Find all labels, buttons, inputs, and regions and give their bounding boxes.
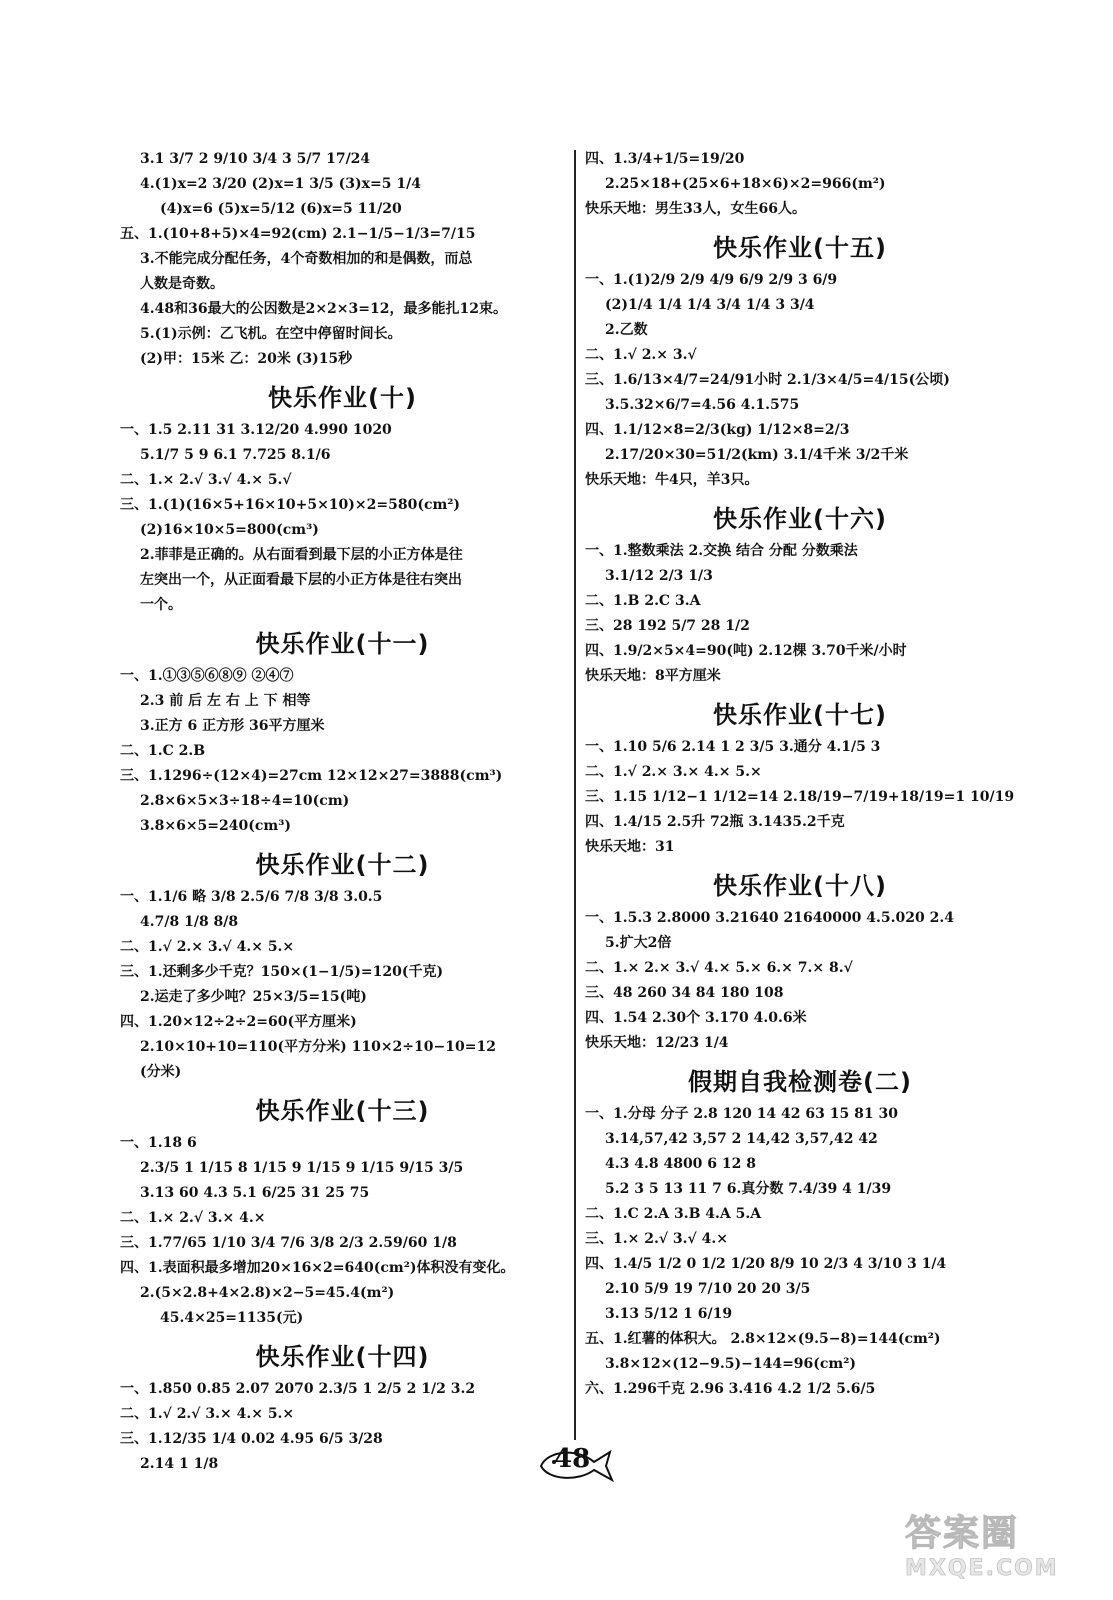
answer-line: 3.8×6×5=240(cm³) (140, 818, 291, 834)
answer-line: 二、1.C 2.A 3.B 4.A 5.A (585, 1206, 762, 1222)
answer-line: 一、1.5 2.11 31 3.12/20 4.990 1020 (120, 422, 392, 438)
answer-line: 2.3 前 后 左 右 上 下 相等 (140, 693, 311, 709)
section-title: 快乐作业(十四) (255, 1343, 430, 1371)
answer-line: 二、1.√ 2.× 3.√ 4.× 5.× (120, 939, 295, 955)
answer-line: 五、1.(10+8+5)×4=92(cm) 2.1−1/5−1/3=7/15 (120, 226, 476, 242)
answer-line: 2.(5×2.8+4×2.8)×2−5=45.4(m²) (140, 1285, 395, 1301)
answer-line: 快乐天地：男生33人，女生66人。 (585, 201, 806, 217)
answer-line: (分米) (140, 1064, 182, 1080)
section-title: 快乐作业(十三) (255, 1097, 430, 1125)
answer-line: 五、1.红薯的体积大。 2.8×12×(9.5−8)=144(cm²) (585, 1331, 941, 1347)
section-title: 快乐作业(十五) (713, 234, 887, 262)
answer-line: 四、1.20×12÷2÷2=60(平方厘米) (120, 1014, 357, 1030)
section-title: 快乐作业(十七) (713, 701, 887, 729)
answer-line: (2)16×10×5=800(cm³) (140, 522, 319, 538)
answer-line: 四、1.表面积最多增加20×16×2=640(cm²)体积没有变化。 (120, 1260, 515, 1276)
answer-line: 三、1.12/35 1/4 0.02 4.95 6/5 3/28 (120, 1431, 383, 1447)
answer-line: (2)1/4 1/4 1/4 3/4 1/4 3 3/4 (605, 297, 815, 313)
answer-line: 一、1.整数乘法 2.交换 结合 分配 分数乘法 (585, 543, 858, 559)
answer-line: 一个。 (140, 597, 182, 613)
right-column (585, 145, 1015, 1403)
answer-line: 三、1.15 1/12−1 1/12=14 2.18/19−7/19+18/19=1 10/19 (585, 789, 1015, 805)
section-title: 快乐作业(十) (268, 384, 417, 412)
left-column (120, 145, 565, 1478)
answer-line: 三、1.还剩多少千克？150×(1−1/5)=120(千克) (120, 964, 444, 980)
answer-line: 3.5.32×6/7=4.56 4.1.575 (605, 397, 800, 413)
answer-line: 2.乙数 (605, 322, 648, 338)
answer-line: 六、1.296千克 2.96 3.416 4.2 1/2 5.6/5 (585, 1381, 876, 1397)
column-divider (574, 150, 576, 1440)
section-title: 快乐作业(十八) (713, 872, 887, 900)
answer-line: 一、1.1/6 略 3/8 2.5/6 7/8 3/8 3.0.5 (120, 889, 383, 905)
answer-line: 三、1.(1)(16×5+16×10+5×10)×2=580(cm²) (120, 497, 461, 513)
page-number-badge (536, 1436, 616, 1486)
watermark (905, 1505, 1095, 1595)
answer-line: 四、1.1/12×8=2/3(kg) 1/12×8=2/3 (585, 422, 850, 438)
answer-line: 5.1/7 5 9 6.1 7.725 8.1/6 (140, 447, 331, 463)
answer-line: 2.菲菲是正确的。从右面看到最下层的小正方体是往 (140, 547, 463, 563)
answer-line: 一、1.10 5/6 2.14 1 2 3/5 3.通分 4.1/5 3 (585, 739, 881, 755)
answer-line: 三、1.1296÷(12×4)=27cm 12×12×27=3888(cm³) (120, 768, 503, 784)
answer-line: 三、1.77/65 1/10 3/4 7/6 3/8 2/3 2.59/60 1/8 (120, 1235, 457, 1251)
answer-line: 3.13 5/12 1 6/19 (605, 1306, 733, 1322)
answer-line: 5.2 3 5 13 11 7 6.真分数 7.4/39 4 1/39 (605, 1181, 892, 1197)
answer-line: 三、1.× 2.√ 3.√ 4.× (585, 1231, 728, 1247)
answer-line: 4.3 4.8 4800 6 12 8 (605, 1156, 757, 1172)
answer-line: 快乐天地：12/23 1/4 (585, 1035, 729, 1051)
answer-line: 5.(1)示例：乙飞机。在空中停留时间长。 (140, 326, 402, 342)
answer-line: 左突出一个，从正面看最下层的小正方体是往右突出 (140, 572, 462, 588)
answer-line: 快乐天地：牛4只，羊3只。 (585, 472, 759, 488)
answer-line: 一、1.(1)2/9 2/9 4/9 6/9 2/9 3 6/9 (585, 272, 838, 288)
answer-line: 一、1.18 6 (120, 1135, 197, 1151)
page-number: 48 (554, 1444, 591, 1474)
answer-line: 二、1.× 2.√ 3.× 4.× (120, 1210, 266, 1226)
answer-line: 4.48和36最大的公因数是2×2×3=12，最多能扎12束。 (140, 301, 507, 317)
answer-line: 三、28 192 5/7 28 1/2 (585, 618, 750, 634)
answer-line: 3.1/12 2/3 1/3 (605, 568, 713, 584)
watermark-main: 答案圈 (905, 1513, 1020, 1554)
answer-line: 5.扩大2倍 (605, 935, 672, 951)
answer-line: 3.8×12×(12−9.5)−144=96(cm²) (605, 1356, 857, 1372)
answer-line: 三、48 260 34 84 180 108 (585, 985, 784, 1001)
answer-line: 二、1.B 2.C 3.A (585, 593, 701, 609)
answer-line: 4.7/8 1/8 8/8 (140, 914, 239, 930)
answer-line: 3.不能完成分配任务，4个奇数相加的和是偶数，而总 (140, 251, 473, 267)
answer-line: 二、1.C 2.B (120, 743, 206, 759)
watermark-sub: MXQE.COM (905, 1556, 1059, 1581)
answer-line: 快乐天地：8平方厘米 (585, 668, 721, 684)
answer-line: 一、1.850 0.85 2.07 2070 2.3/5 1 2/5 2 1/2 3.2 (120, 1381, 476, 1397)
answer-line: 人数是奇数。 (140, 276, 224, 292)
answer-line: 四、1.4/5 1/2 0 1/2 1/20 8/9 10 2/3 4 3/10 3 1/4 (585, 1256, 947, 1272)
answer-line: 二、1.× 2.√ 3.√ 4.× 5.√ (120, 472, 292, 488)
answer-line: 二、1.√ 2.√ 3.× 4.× 5.× (120, 1406, 295, 1422)
answer-line: 四、1.4/15 2.5升 72瓶 3.1435.2千克 (585, 814, 845, 830)
answer-line: 一、1.5.3 2.8000 3.21640 21640000 4.5.020 2.4 (585, 910, 954, 926)
section-title: 快乐作业(十二) (255, 851, 430, 879)
answer-line: 四、1.3/4+1/5=19/20 (585, 151, 745, 167)
section-title: 快乐作业(十六) (713, 505, 887, 533)
answer-line: 4.(1)x=2 3/20 (2)x=1 3/5 (3)x=5 1/4 (140, 176, 421, 192)
answer-line: 2.3/5 1 1/15 8 1/15 9 1/15 9 1/15 9/15 3/5 (140, 1160, 464, 1176)
answer-line: 2.10 5/9 19 7/10 20 20 3/5 (605, 1281, 811, 1297)
answer-line: 四、1.9/2×5×4=90(吨) 2.12棵 3.70千米/小时 (585, 643, 907, 659)
answer-line: 2.10×10+10=110(平方分米) 110×2÷10−10=12 (140, 1039, 496, 1055)
answer-line: 2.17/20×30=51/2(km) 3.1/4千米 3/2千米 (605, 447, 909, 463)
answer-line: 一、1.分母 分子 2.8 120 14 42 63 15 81 30 (585, 1106, 898, 1122)
section-title: 假期自我检测卷(二) (688, 1068, 912, 1096)
answer-line: 3.14,57,42 3,57 2 14,42 3,57,42 42 (605, 1131, 878, 1147)
answer-line: 3.13 60 4.3 5.1 6/25 31 25 75 (140, 1185, 370, 1201)
answer-line: 2.运走了多少吨？25×3/5=15(吨) (140, 989, 367, 1005)
answer-line: 3.正方 6 正方形 36平方厘米 (140, 718, 325, 734)
answer-line: 3.1 3/7 2 9/10 3/4 3 5/7 17/24 (140, 151, 371, 167)
answer-line: (2)甲：15米 乙：20米 (3)15秒 (140, 351, 353, 367)
answer-line: 二、1.√ 2.× 3.√ (585, 347, 697, 363)
answer-line: 快乐天地：31 (585, 839, 675, 855)
answer-line: (4)x=6 (5)x=5/12 (6)x=5 11/20 (160, 201, 402, 217)
answer-line: 2.25×18+(25×6+18×6)×2=966(m²) (605, 176, 886, 192)
answer-line: 三、1.6/13×4/7=24/91小时 2.1/3×4/5=4/15(公顷) (585, 372, 950, 388)
answer-line: 一、1.①③⑤⑥⑧⑨ ②④⑦ (120, 668, 294, 684)
answer-line: 2.14 1 1/8 (140, 1456, 219, 1472)
answer-line: 45.4×25=1135(元) (160, 1310, 304, 1326)
answer-line: 二、1.× 2.× 3.√ 4.× 5.× 6.× 7.× 8.√ (585, 960, 853, 976)
answer-line: 二、1.√ 2.× 3.× 4.× 5.× (585, 764, 762, 780)
answer-line: 四、1.54 2.30个 3.170 4.0.6米 (585, 1010, 807, 1026)
answer-line: 2.8×6×5×3÷18÷4=10(cm) (140, 793, 350, 809)
section-title: 快乐作业(十一) (255, 630, 430, 658)
